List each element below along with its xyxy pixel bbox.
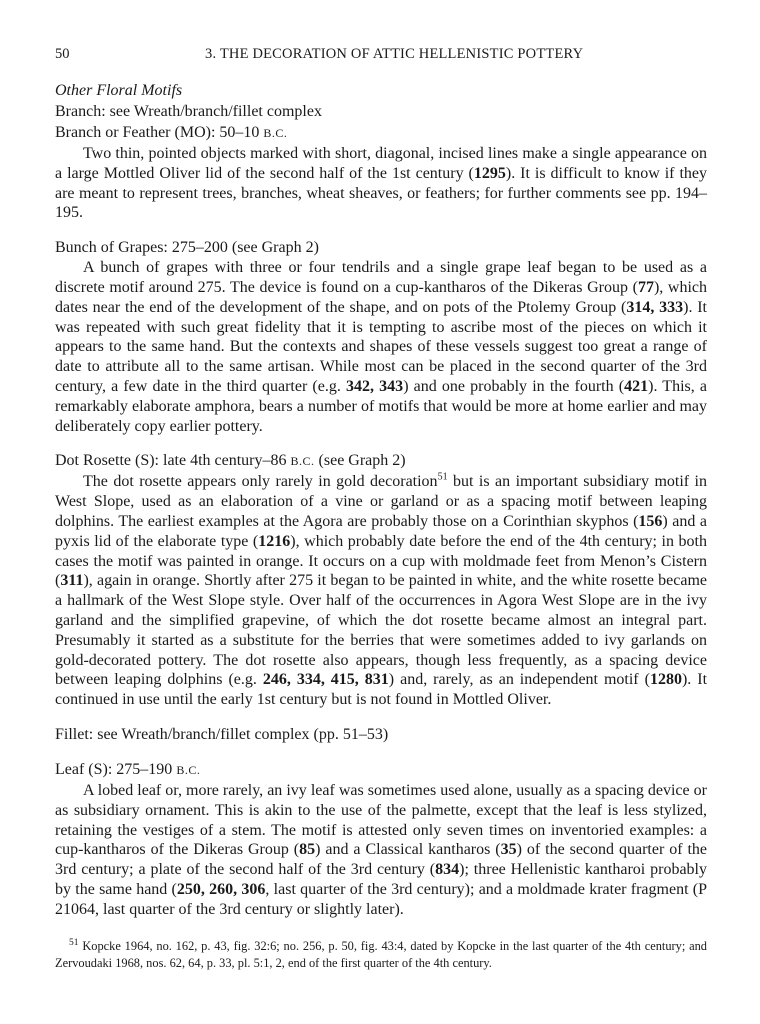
entry-heading-text: Dot Rosette (S): late 4th century–86 — [55, 452, 287, 470]
catalogue-number: 156 — [638, 512, 663, 530]
text-run: but is an important subsidiary motif in West Slope, used as an elaboration of a vine or garland or as a spacing motif between leaping dolphins. The earliest examples at the Agora are probably those on a Corinthian skyphos ( — [55, 473, 707, 530]
paragraph-grapes — [55, 258, 707, 436]
catalogue-number: 250, 260, 306 — [176, 880, 266, 898]
catalogue-number: 1216 — [258, 532, 291, 550]
page-header — [55, 46, 705, 68]
entry-heading-dot-rosette — [55, 450, 707, 472]
text-run: ), which dates near the end of the development of the shape, and on pots of the Ptolemy Group ( — [55, 278, 707, 316]
catalogue-number: 421 — [624, 377, 649, 395]
text-run: A lobed leaf or, more rarely, an ivy leaf was sometimes used alone, usually as a spacing device or as subsidiary ornament. This is akin to the use of the palmette, except that the leaf is less stylized, retaining the vestiges of a stem. The motif is attested only seven times on inventoried examples: a cup-kantharos of the Dikeras Group ( — [55, 781, 707, 859]
catalogue-number: 85 — [299, 841, 316, 859]
paragraph-dot-rosette — [55, 472, 707, 710]
text-run: ), again in orange. Shortly after 275 it began to be painted in white, and the white rosette became a hallmark of the West Slope style. Over half of the occurrences in Agora West Slope are in the ivy garland and the simplified grapevine, of which the dot rosette became almost an integral part. Presumably it started as a substitute for the berries that were sometimes added to ivy garlands on gold-decorated pottery. The dot rosette also appears, though less frequently, as a spacing device between leaping dolphins (e.g. — [55, 572, 707, 689]
catalogue-number: 314, 333 — [626, 298, 684, 316]
text-run: , last quarter of the 3rd century); and a moldmade krater fragment (P 21064, last quarter of the 3rd century or slightly later). — [55, 880, 707, 918]
text-run: ). It was repeated with such great fidelity that it is tempting to ascribe most of the pieces on which it appears to the same hand. But the contexts and shapes of these vessels suggest too great a range of date to attribute all to the same artisan. While most can be placed in the second quarter of the 3rd century, a few date in the third quarter (e.g. — [55, 298, 707, 395]
entry-heading-text: Branch or Feather (MO): 50–10 — [55, 124, 260, 141]
catalogue-number: 77 — [637, 278, 654, 296]
entry-heading-text: (see Graph 2) — [314, 452, 406, 470]
text-run: ); three Hellenistic kantharoi probably by the same hand ( — [55, 861, 707, 898]
body-text — [55, 80, 707, 920]
catalogue-number: 311 — [60, 572, 84, 590]
entry-heading-fillet: Fillet: see Wreath/branch/fillet complex (pp. 51–53) — [55, 725, 389, 743]
entry-heading-branch-feather — [55, 122, 707, 144]
paragraph-branch-feather — [55, 144, 707, 223]
footnote-text: Kopcke 1964, no. 162, p. 43, fig. 32:6; no. 256, p. 50, fig. 43:4, dated by Kopcke in the last quarter of the 4th century; and Zervoudaki 1968, nos. 62, 64, p. 33, pl. 5:1, 2, end of the first quarter of the 4th century. — [55, 939, 707, 970]
footnote-number: 51 — [69, 937, 79, 948]
text-run: ) and a Classical kantharos ( — [315, 841, 501, 859]
entry-heading-text: Leaf (S): 275–190 — [55, 760, 173, 778]
text-run: ). It is difficult to know if they are meant to represent trees, branches, wheat sheaves, or feathers; for further comments see pp. 194–195. — [55, 164, 708, 222]
text-run: ) and, rarely, as an independent motif ( — [388, 671, 650, 689]
catalogue-number: 35 — [500, 841, 517, 859]
running-head: 3. THE DECORATION OF ATTIC HELLENISTIC POTTERY — [205, 46, 584, 62]
footnote-ref[interactable]: 51 — [437, 472, 448, 484]
entry-heading-branch: Branch: see Wreath/branch/fillet complex — [55, 103, 322, 120]
paragraph-leaf — [55, 781, 707, 920]
section-heading: Other Floral Motifs — [55, 82, 183, 99]
catalogue-number: 1280 — [649, 671, 682, 689]
era-label: B.C. — [263, 126, 288, 140]
catalogue-number: 1295 — [473, 164, 506, 182]
text-run: ). This, a remarkably elaborate amphora, bears a number of motifs that would be more at home earlier and may deliberately copy earlier pottery. — [55, 377, 708, 435]
page-number: 50 — [55, 46, 70, 62]
era-label: B.C. — [176, 762, 201, 777]
text-run: A bunch of grapes with three or four tendrils and a single grape leaf began to be used as a discrete motif around 275. The device is found on a cup-kantharos of the Dikeras Group ( — [55, 259, 707, 296]
text-run: ) and one probably in the fourth ( — [403, 377, 625, 395]
text-run: ). It continued in use until the early 1st century but is not found in Mottled Oliver. — [55, 671, 708, 709]
entry-heading-leaf — [55, 759, 707, 781]
text-run: The dot rosette appears only rarely in gold decoration — [83, 473, 438, 491]
catalogue-number: 246, 334, 415, 831 — [262, 671, 389, 689]
era-label: B.C. — [290, 454, 315, 469]
text-run: ) of the second quarter of the 3rd century; a plate of the second half of the 3rd century ( — [55, 841, 707, 879]
entry-heading-grapes: Bunch of Grapes: 275–200 (see Graph 2) — [55, 239, 319, 257]
catalogue-number: 834 — [435, 861, 460, 879]
text-run: ), which probably date before the end of the 4th century; in both cases the motif was painted in orange. It occurs on a cup with moldmade feet from Menon’s Cistern ( — [55, 532, 708, 590]
text-run: ) and a pyxis lid of the elaborate type ( — [55, 512, 708, 550]
text-run: Two thin, pointed objects marked with short, diagonal, incised lines make a single appearance on a large Mottled Oliver lid of the second half of the 1st century ( — [55, 145, 707, 182]
catalogue-number: 342, 343 — [346, 377, 404, 395]
footnote — [55, 938, 707, 972]
